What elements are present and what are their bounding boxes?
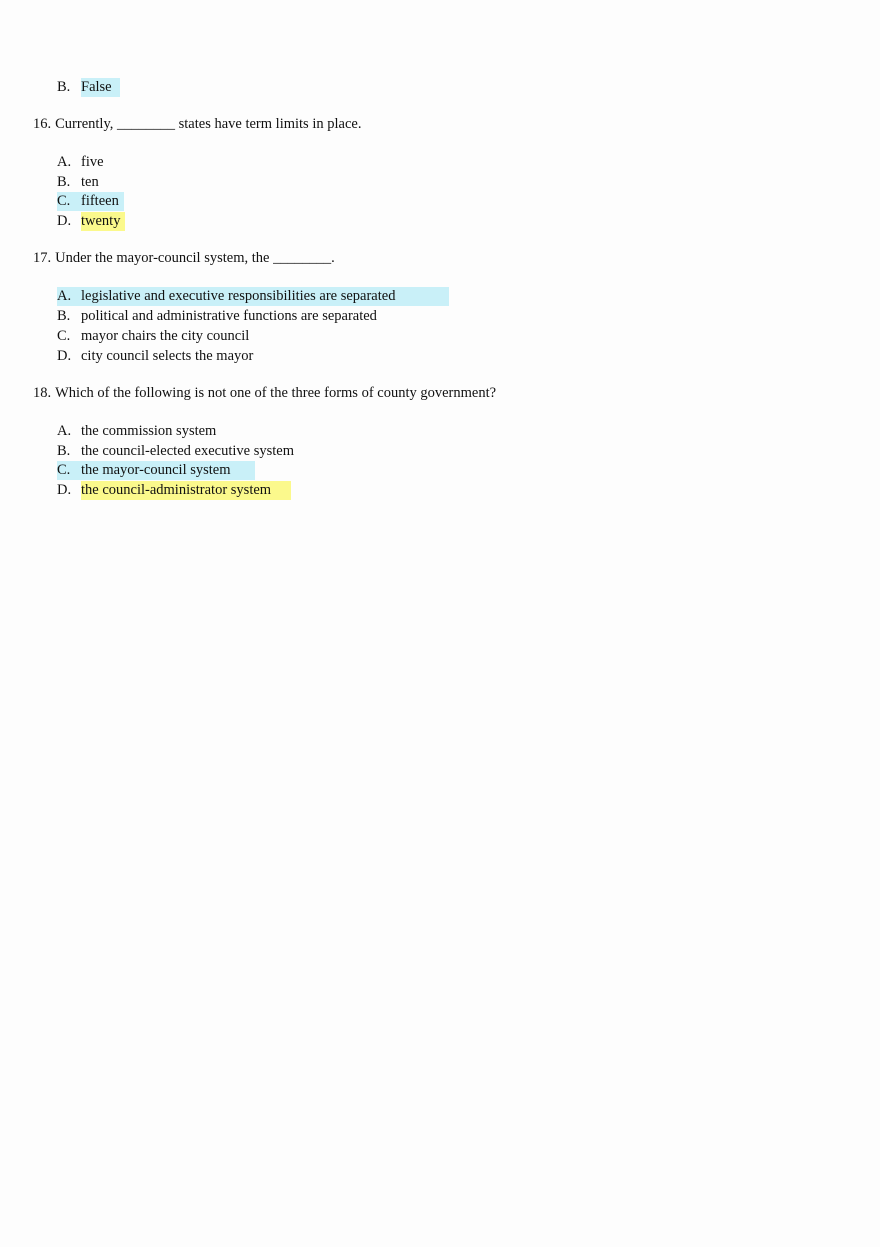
option-text: five (81, 154, 104, 170)
option-text: political and administrative functions are separated (81, 308, 377, 324)
option-letter: B. (57, 174, 71, 190)
option-17-d (57, 347, 253, 366)
option-17-b (57, 307, 377, 326)
question-text: Currently, ________ states have term limits in place. (55, 116, 362, 132)
question-text: Which of the following is not one of the three forms of county government? (55, 385, 497, 401)
option-text: False (81, 78, 120, 97)
option-16-c (57, 192, 124, 211)
option-letter: C. (57, 193, 71, 209)
option-letter: C. (57, 328, 71, 344)
option-letter: D. (57, 213, 72, 229)
option-text: ten (81, 174, 99, 190)
option-17-c (57, 327, 249, 346)
question-number: 16. (33, 116, 52, 132)
option-16-b (57, 173, 99, 192)
option-letter: D. (57, 482, 72, 498)
option-letter: B. (57, 308, 71, 324)
option-letter: A. (57, 154, 72, 170)
question-17 (33, 250, 335, 267)
option-17-a (57, 287, 449, 306)
option-text: the commission system (81, 423, 217, 439)
option-letter: D. (57, 348, 72, 364)
option-text: the council-elected executive system (81, 443, 294, 459)
option-15-b (57, 78, 120, 97)
option-16-d (57, 212, 125, 231)
option-text: the council-administrator system (81, 481, 291, 500)
option-18-d (57, 481, 291, 500)
option-text: city council selects the mayor (81, 348, 254, 364)
option-letter: C. (57, 462, 71, 478)
option-18-a (57, 422, 216, 441)
option-letter: B. (57, 443, 71, 459)
option-letter: A. (57, 288, 72, 304)
question-text: Under the mayor-council system, the ________. (55, 250, 335, 266)
question-18 (33, 385, 496, 402)
question-number: 17. (33, 250, 52, 266)
option-text: mayor chairs the city council (81, 328, 250, 344)
question-16 (33, 116, 361, 133)
question-number: 18. (33, 385, 52, 401)
option-text: twenty (81, 212, 125, 231)
option-text: fifteen (81, 193, 119, 209)
option-16-a (57, 153, 104, 172)
option-text: legislative and executive responsibilities are separated (81, 288, 396, 304)
option-letter: B. (57, 79, 71, 95)
option-text: the mayor-council system (81, 462, 231, 478)
option-18-c (57, 461, 255, 480)
option-letter: A. (57, 423, 72, 439)
option-18-b (57, 442, 294, 461)
